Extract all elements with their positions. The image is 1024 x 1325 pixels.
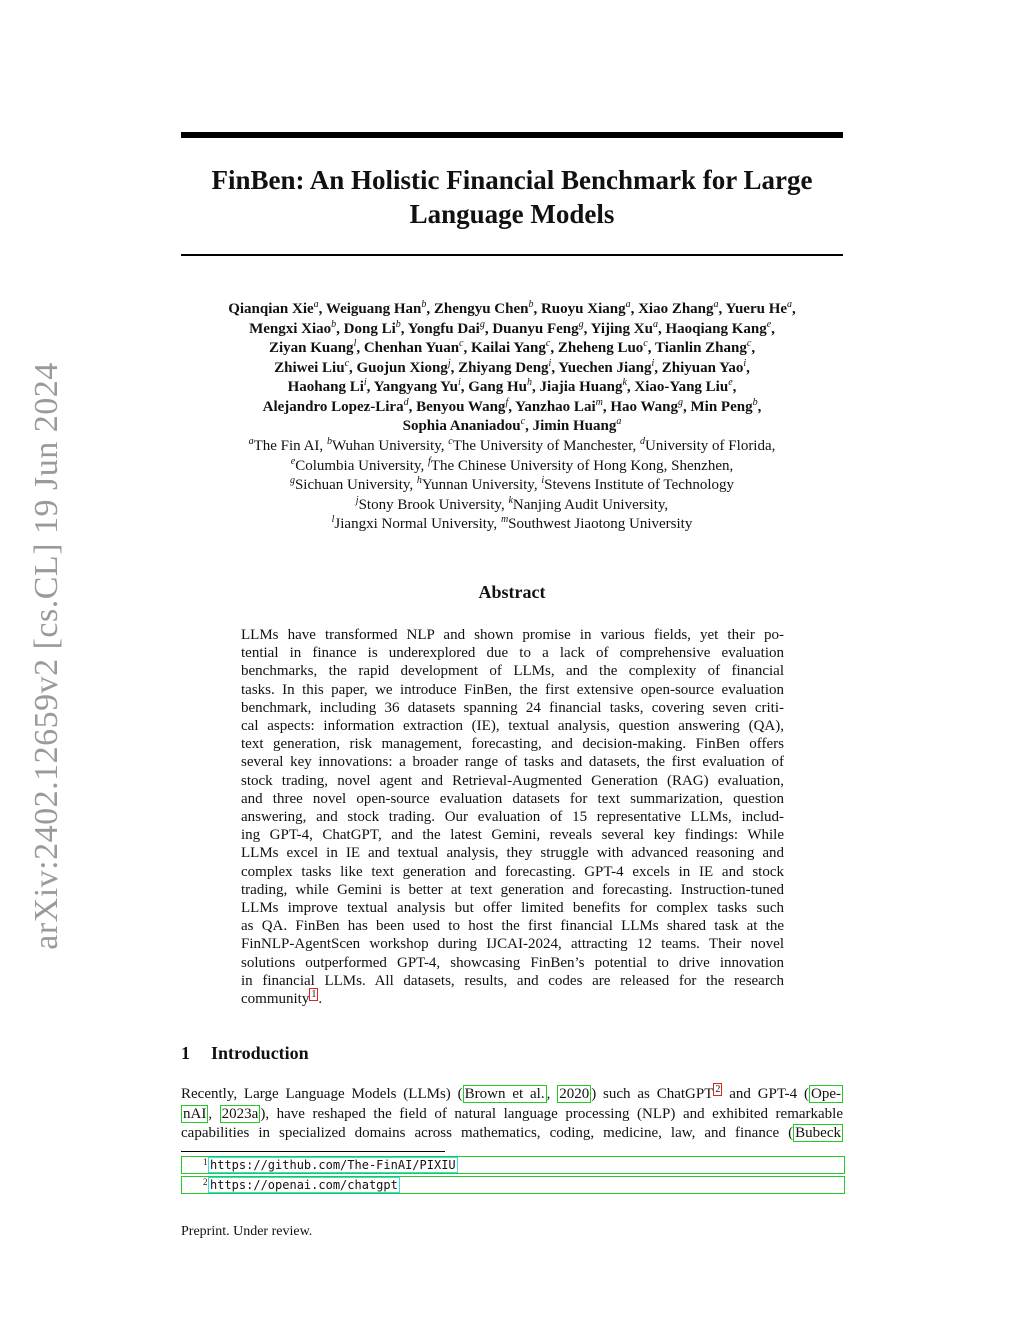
affiliation-key: i bbox=[541, 475, 545, 486]
affiliation-marker: c bbox=[746, 338, 752, 349]
affiliation-marker: k bbox=[622, 377, 627, 388]
author-line: Mengxi Xiao$^b$, Dong Li$^b$, Yongfu Dai$^g$, Duanyu Feng$^g$, Yijing Xu$^a$, Haoqiang Kang$^e$, bbox=[249, 318, 775, 337]
author-line: Qianqian Xie$^a$, Weiguang Han$^b$, Zhengyu Chen$^b$, Ruoyu Xiang$^a$, Xiao Zhang$^a$, Yueru He$^a$, bbox=[228, 299, 796, 317]
affiliation-line bbox=[181, 476, 843, 496]
affiliation-marker: f bbox=[505, 396, 509, 408]
affiliation-marker: b bbox=[395, 318, 401, 330]
abstract-heading: Abstract bbox=[478, 582, 546, 602]
arxiv-identifier bbox=[22, 362, 72, 950]
abstract-line: cal aspects: information extraction (IE), textual analysis, question answering (QA), bbox=[241, 718, 784, 735]
abstract-line: in financial LLMs. All datasets, results, and codes are released for the research bbox=[241, 972, 784, 989]
intro-text: ), have reshaped the field of natural language processing (NLP) and exhibited remarkable bbox=[260, 1105, 844, 1122]
affiliation-marker: a bbox=[313, 299, 319, 310]
affiliation-marker: i bbox=[457, 377, 461, 388]
section-number: 1 bbox=[181, 1043, 190, 1063]
citation-link-openai-name[interactable]: Ope- bbox=[811, 1086, 842, 1102]
affiliation-marker: a bbox=[713, 299, 719, 310]
intro-line-3 bbox=[181, 1124, 843, 1144]
author-name: Jiajia Huang bbox=[539, 379, 623, 395]
author-name: Zhengyu Chen bbox=[433, 301, 529, 317]
affiliation-line bbox=[181, 457, 843, 477]
author-name: Ziyan Kuang bbox=[268, 340, 354, 356]
footnote-number: 1 bbox=[203, 1157, 208, 1167]
author-line: Sophia Ananiadou$^c$, Jimin Huang$^a$ bbox=[402, 416, 622, 434]
author-name: Min Peng bbox=[690, 398, 753, 415]
affiliation-name: Sichuan University, bbox=[294, 477, 417, 493]
affiliation-marker: m bbox=[595, 396, 603, 408]
affiliation-name: The Fin AI, bbox=[253, 438, 327, 454]
author-name: Xiao-Yang Liu bbox=[634, 379, 729, 395]
author-name: Zhiyang Deng bbox=[458, 359, 549, 376]
affiliation-marker: c bbox=[459, 338, 464, 349]
affiliation-marker: a bbox=[616, 416, 622, 427]
author-name: Hao Wang bbox=[610, 398, 679, 415]
abstract-line: ing GPT-4, ChatGPT, and the latest Gemini, reveals several key findings: While bbox=[241, 827, 784, 844]
paper-title bbox=[181, 163, 843, 231]
affiliation-name: Columbia University, bbox=[295, 457, 428, 474]
author-name: Yangyang Yu bbox=[373, 379, 458, 395]
abstract-line: as QA. FinBen has been used to host the first financial LLMs shared task at the bbox=[241, 918, 784, 935]
footnote-url-link[interactable]: https://openai.com/chatgpt bbox=[210, 1178, 398, 1192]
affiliation-key: f bbox=[428, 455, 431, 467]
footnote-link-2[interactable]: 2 bbox=[715, 1084, 721, 1095]
affiliation-key: l bbox=[331, 514, 335, 525]
author-name: Sophia Ananiadou bbox=[402, 418, 521, 434]
abstract-line: and three novel open-source evaluation datasets for text summarization, question bbox=[241, 790, 784, 807]
affiliation-marker: i bbox=[743, 357, 747, 369]
author-name: Zhiyuan Yao bbox=[661, 359, 744, 376]
author-name: Yanzhao Lai bbox=[515, 398, 596, 415]
citation-link-brown-year[interactable]: 2020 bbox=[559, 1086, 590, 1102]
author-name: Gang Hu bbox=[468, 379, 528, 395]
affiliation-key: m bbox=[500, 514, 509, 525]
affiliation-key: a bbox=[248, 436, 254, 447]
affiliation-marker: c bbox=[643, 338, 648, 349]
affiliation-name: Stony Brook University, bbox=[358, 496, 509, 513]
affiliation-key: d bbox=[639, 436, 645, 447]
affiliation-key: g bbox=[289, 475, 295, 486]
author-name: Zhiwei Liu bbox=[274, 359, 345, 376]
title-rule-bottom bbox=[181, 254, 843, 256]
affiliation-name: Stevens Institute of Technology bbox=[544, 477, 735, 493]
affiliation-name: Southwest Jiaotong University bbox=[508, 516, 693, 532]
author-name: Chenhan Yuan bbox=[363, 340, 460, 356]
author-name: Duanyu Feng bbox=[492, 320, 579, 337]
author-line: Zhiwei Liu$^c$, Guojun Xiong$^j$, Zhiyang Deng$^i$, Yuechen Jiang$^i$, Zhiyuan Yao$^i$, bbox=[274, 357, 750, 376]
abstract-line: several key innovations: a broader range of tasks and datasets, the first evaluation of bbox=[241, 754, 784, 771]
author-name: Benyou Wang bbox=[416, 398, 506, 415]
author-name: Dong Li bbox=[343, 320, 396, 337]
abstract-line: stock trading, novel agent and Retrieval-Augmented Generation (RAG) evaluation, bbox=[241, 772, 784, 789]
footnote-rule bbox=[181, 1151, 445, 1152]
affiliation-key: k bbox=[508, 494, 513, 506]
author-line: Haohang Li$^i$, Yangyang Yu$^i$, Gang Hu$^h$, Jiajia Huang$^k$, Xiao-Yang Liu$^e$, bbox=[287, 377, 737, 395]
citation-link-bubeck[interactable]: Bubeck bbox=[795, 1125, 841, 1141]
abstract-line bbox=[241, 990, 784, 1008]
author-name: Haohang Li bbox=[287, 379, 364, 395]
abstract-line: LLMs excel in IE and textual analysis, they struggle with advanced reasoning and bbox=[241, 845, 784, 862]
title-line-2: Language Models bbox=[409, 199, 615, 229]
author-line: Ziyan Kuang$^l$, Chenhan Yuan$^c$, Kailai Yang$^c$, Zheheng Luo$^c$, Tianlin Zhang$^c$, bbox=[268, 338, 756, 356]
footnote-link-1[interactable]: 1 bbox=[311, 989, 317, 1001]
affiliation-marker: j bbox=[447, 357, 451, 369]
intro-text: and GPT-4 ( bbox=[722, 1086, 810, 1102]
author-list bbox=[181, 300, 843, 437]
affiliation-marker: e bbox=[728, 377, 733, 388]
affiliation-list bbox=[181, 437, 843, 535]
author-name: Yueru He bbox=[725, 301, 788, 317]
affiliation-key: j bbox=[355, 494, 359, 506]
abstract-line: FinNLP-AgentScen workshop during IJCAI-2024, attracting 12 teams. Their novel bbox=[241, 936, 784, 953]
preprint-note: Preprint. Under review. bbox=[181, 1224, 313, 1239]
affiliation-marker: e bbox=[766, 318, 772, 330]
affiliation-name: Nanjing Audit University, bbox=[512, 496, 669, 513]
section-title: Introduction bbox=[211, 1043, 309, 1063]
affiliation-marker: b bbox=[331, 318, 337, 330]
abstract-line: complex tasks like text generation and forecasting. GPT-4 excels in IE and stock bbox=[241, 863, 784, 880]
affiliation-marker: b bbox=[528, 299, 534, 310]
abstract-line: tential in finance is underexplored due to a lack of comprehensive evaluation bbox=[241, 645, 784, 662]
section-heading bbox=[181, 1043, 309, 1064]
affiliation-marker: h bbox=[527, 377, 533, 388]
affiliation-name: The University of Manchester, bbox=[452, 438, 640, 454]
intro-text: Recently, Large Language Models (LLMs) ( bbox=[181, 1086, 463, 1102]
citation-link-openai-name-cont[interactable]: nAI bbox=[183, 1105, 207, 1122]
affiliation-line bbox=[181, 515, 843, 535]
affiliation-marker: i bbox=[363, 377, 367, 388]
intro-text: , bbox=[546, 1086, 558, 1102]
affiliation-marker: a bbox=[625, 299, 631, 310]
affiliation-marker: c bbox=[344, 357, 350, 369]
intro-line-2 bbox=[181, 1105, 843, 1125]
affiliation-marker: d bbox=[403, 396, 409, 408]
author-name: Guojun Xiong bbox=[356, 359, 448, 376]
author-name: Yongfu Dai bbox=[407, 320, 480, 337]
affiliation-marker: g bbox=[578, 318, 584, 330]
affiliation-marker: a bbox=[787, 299, 793, 310]
author-name: Qianqian Xie bbox=[228, 301, 314, 317]
abstract-line: LLMs have transformed NLP and shown promise in various fields, yet their po- bbox=[241, 627, 784, 643]
title-line-1: FinBen: An Holistic Financial Benchmark for Large bbox=[211, 165, 813, 195]
affiliation-marker: b bbox=[752, 396, 758, 408]
footnote-2 bbox=[181, 1176, 845, 1194]
affiliation-marker: a bbox=[652, 318, 658, 330]
citation-link-brown-name[interactable]: Brown et al. bbox=[464, 1086, 545, 1102]
affiliation-line bbox=[181, 437, 843, 457]
author-name: Zheheng Luo bbox=[557, 340, 644, 356]
affiliation-marker: g bbox=[678, 396, 684, 408]
author-name: Yijing Xu bbox=[590, 320, 653, 337]
affiliation-marker: i bbox=[548, 357, 552, 369]
arxiv-identifier-text: arXiv:2402.12659v2 [cs.CL] 19 Jun 2024 bbox=[28, 362, 65, 950]
abstract-line: answering, and stock trading. Our evaluation of 15 representative LLMs, includ- bbox=[241, 809, 784, 826]
intro-text: ) such as ChatGPT bbox=[591, 1086, 714, 1102]
affiliation-key: h bbox=[416, 475, 422, 486]
citation-link-openai-year[interactable]: 2023a bbox=[221, 1105, 259, 1122]
abstract-text: . bbox=[318, 991, 323, 1008]
abstract-line: LLMs improve textual analysis but offer limited benefits for complex tasks such bbox=[241, 900, 784, 917]
footnote-url-link[interactable]: https://github.com/The-FinAI/PIXIU bbox=[210, 1158, 456, 1172]
affiliation-key: c bbox=[448, 436, 453, 447]
author-name: Mengxi Xiao bbox=[249, 320, 332, 337]
affiliation-name: Jiangxi Normal University, bbox=[334, 516, 501, 532]
author-name: Jimin Huang bbox=[532, 418, 617, 434]
abstract-line: text generation, risk management, forecasting, and decision-making. FinBen offers bbox=[241, 736, 784, 753]
affiliation-name: The Chinese University of Hong Kong, Shenzhen, bbox=[430, 457, 734, 474]
affiliation-marker: g bbox=[479, 318, 485, 330]
affiliation-key: e bbox=[290, 455, 296, 467]
introduction-paragraph bbox=[181, 1085, 843, 1144]
title-rule-top bbox=[181, 132, 843, 138]
author-name: Weiguang Han bbox=[325, 301, 422, 317]
author-line: Alejandro Lopez-Lira$^d$, Benyou Wang$^f$, Yanzhao Lai$^m$, Hao Wang$^g$, Min Peng$^b$, bbox=[262, 396, 762, 415]
affiliation-name: Wuhan University, bbox=[331, 438, 449, 454]
intro-line-1 bbox=[181, 1085, 843, 1105]
author-name: Tianlin Zhang bbox=[654, 340, 747, 356]
affiliation-marker: c bbox=[520, 416, 526, 427]
footnote-number: 2 bbox=[203, 1177, 208, 1187]
affiliation-name: Yunnan University, bbox=[421, 477, 542, 493]
author-name: Yuechen Jiang bbox=[558, 359, 652, 376]
author-name: Xiao Zhang bbox=[638, 301, 714, 317]
footnote-1 bbox=[181, 1156, 845, 1174]
author-name: Haoqiang Kang bbox=[665, 320, 767, 337]
intro-text: capabilities in specialized domains across mathematics, coding, medicine, law, and finance ( bbox=[181, 1125, 794, 1141]
abstract-line: solutions outperformed GPT-4, showcasing FinBen’s potential to drive innovation bbox=[241, 954, 784, 971]
abstract-line: trading, while Gemini is better at text generation and forecasting. Instruction-tuned bbox=[241, 881, 784, 898]
affiliation-marker: l bbox=[353, 338, 357, 349]
author-name: Alejandro Lopez-Lira bbox=[262, 398, 404, 415]
abstract-line: benchmarks, the rapid development of LLMs, and the complexity of financial bbox=[241, 663, 784, 680]
affiliation-marker: c bbox=[545, 338, 551, 349]
affiliation-key: b bbox=[326, 436, 332, 447]
abstract-line: tasks. In this paper, we introduce FinBen, the first extensive open-source evaluation bbox=[241, 681, 784, 698]
intro-text: , bbox=[208, 1105, 220, 1122]
affiliation-line bbox=[181, 496, 843, 516]
affiliation-name: University of Florida, bbox=[644, 438, 776, 454]
affiliation-marker: i bbox=[651, 357, 655, 369]
author-name: Ruoyu Xiang bbox=[540, 301, 626, 317]
affiliation-marker: b bbox=[421, 299, 427, 310]
abstract-line: benchmark, including 36 datasets spanning 24 financial tasks, covering seven criti- bbox=[241, 699, 784, 716]
abstract-text: community bbox=[241, 991, 310, 1008]
abstract-body bbox=[241, 626, 784, 1008]
author-name: Kailai Yang bbox=[471, 340, 546, 356]
